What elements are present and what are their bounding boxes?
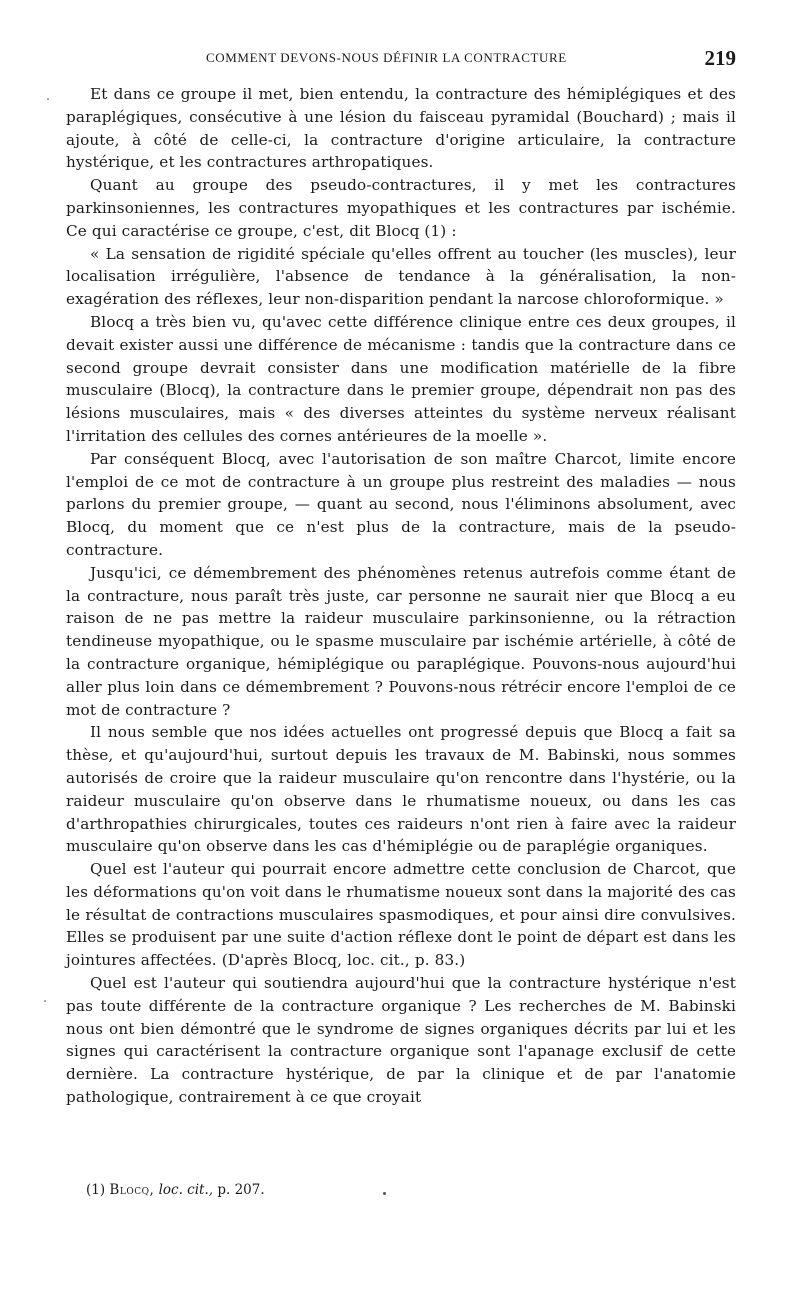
footnote-page: p. 207. (217, 1182, 265, 1198)
ink-speck (383, 1192, 386, 1195)
running-head (66, 48, 736, 72)
body-text (66, 83, 736, 1109)
footnote-author: Blocq, (109, 1182, 155, 1198)
paragraph: Il nous semble que nos idées actuelles ont progressé depuis que Blocq a fait sa thèse, et qu'aujourd'hui, surtout depuis les travaux de M. Babinski, nous sommes autorisés de croire que la raideur musculaire qu'on rencontre dans l'hystérie, ou la raideur musculaire qu'on observe dans le rhumatisme noueux, ou dans les cas d'arthropathies chirurgicales, toutes ces raideurs n'ont rien à faire avec la raideur musculaire qu'on observe dans les cas d'hémiplégie ou de paraplégie organiques. (66, 723, 736, 856)
running-title: COMMENT DEVONS-NOUS DÉFINIR LA CONTRACTURE (206, 50, 567, 65)
paragraph: Jusqu'ici, ce démembrement des phénomènes retenus autrefois comme étant de la contracture, nous paraît très juste, car personne ne saurait nier que Blocq a eu raison de ne pas mettre la raideur musculaire parkinsonienne, ou la rétraction tendineuse myopathique, ou le spasme musculaire par ischémie artérielle, à côté de la contracture organique, hémiplégique ou paraplégique. Pouvons-nous aujourd'hui aller plus loin dans ce démembrement ? Pouvons-nous rétrécir encore l'emploi de ce mot de contracture ? (66, 563, 736, 719)
paragraph: Par conséquent Blocq, avec l'autorisation de son maître Charcot, limite encore l'emploi de ce mot de contracture à un groupe plus restreint des maladies — nous parlons du premier groupe, — quant au second, nous l'éliminons absolument, avec Blocq, du moment que ce n'est plus de la contracture, mais de la pseudo-contracture. (66, 449, 736, 559)
paragraph: Quant au groupe des pseudo-contractures, il y met les contractures parkinsoniennes, les contractures myopathiques et les contractures par ischémie. Ce qui caractérise ce groupe, c'est, dit Blocq (1) : (66, 176, 736, 240)
footnote-marker: (1) (86, 1182, 106, 1198)
paragraph: Et dans ce groupe il met, bien entendu, la contracture des hémiplégiques et des paraplégiques, consécutive à une lésion du faisceau pyramidal (Bouchard) ; mais il ajoute, à côté de celle-ci, la contracture d'origine articulaire, la contracture hystérique, et les contractures arthropatiques. (66, 85, 736, 172)
paragraph: Quel est l'auteur qui pourrait encore admettre cette conclusion de Charcot, que les déformations qu'on voit dans le rhumatisme noueux sont dans la majorité des cas le résultat de contractions musculaires spasmodiques, et pour ainsi dire convulsives. Elles se produisent par une suite d'action réflexe dont le point de départ est dans les jointures affectées. (D'après Blocq, loc. cit., p. 83.) (66, 860, 736, 970)
paragraph: Blocq a très bien vu, qu'avec cette différence clinique entre ces deux groupes, il devait exister aussi une différence de mécanisme : tandis que la contracture dans ce second groupe devrait consister dans une modification matérielle de la fibre musculaire (Blocq), la contracture dans le premier groupe, dépendrait non pas des lésions musculaires, mais « des diverses atteintes du système nerveux réalisant l'irritation des cellules des cornes antérieures de la moelle ». (66, 312, 736, 445)
paragraph: Quel est l'auteur qui soutiendra aujourd'hui que la contracture hystérique n'est pas toute différente de la contracture organique ? Les recherches de M. Babinski nous ont bien démontré que le syndrome de signes organiques décrits par lui et les signes qui caractérisent la contracture organique sont l'apanage exclusif de cette dernière. La contracture hystérique, de par la clinique et de par l'anatomie pathologique, contrairement à ce que croyait (66, 974, 736, 1107)
page-number: 219 (704, 46, 736, 70)
ink-speck (47, 98, 49, 100)
ink-speck (44, 1000, 46, 1002)
quoted-paragraph: « La sensation de rigidité spéciale qu'elles offrent au toucher (les muscles), leur localisation irrégulière, l'absence de tendance à la généralisation, la non-exagération des réflexes, leur non-disparition pendant la narcose chloroformique. » (66, 244, 736, 309)
footnote (86, 1182, 686, 1198)
footnote-reference: loc. cit., (158, 1182, 214, 1198)
